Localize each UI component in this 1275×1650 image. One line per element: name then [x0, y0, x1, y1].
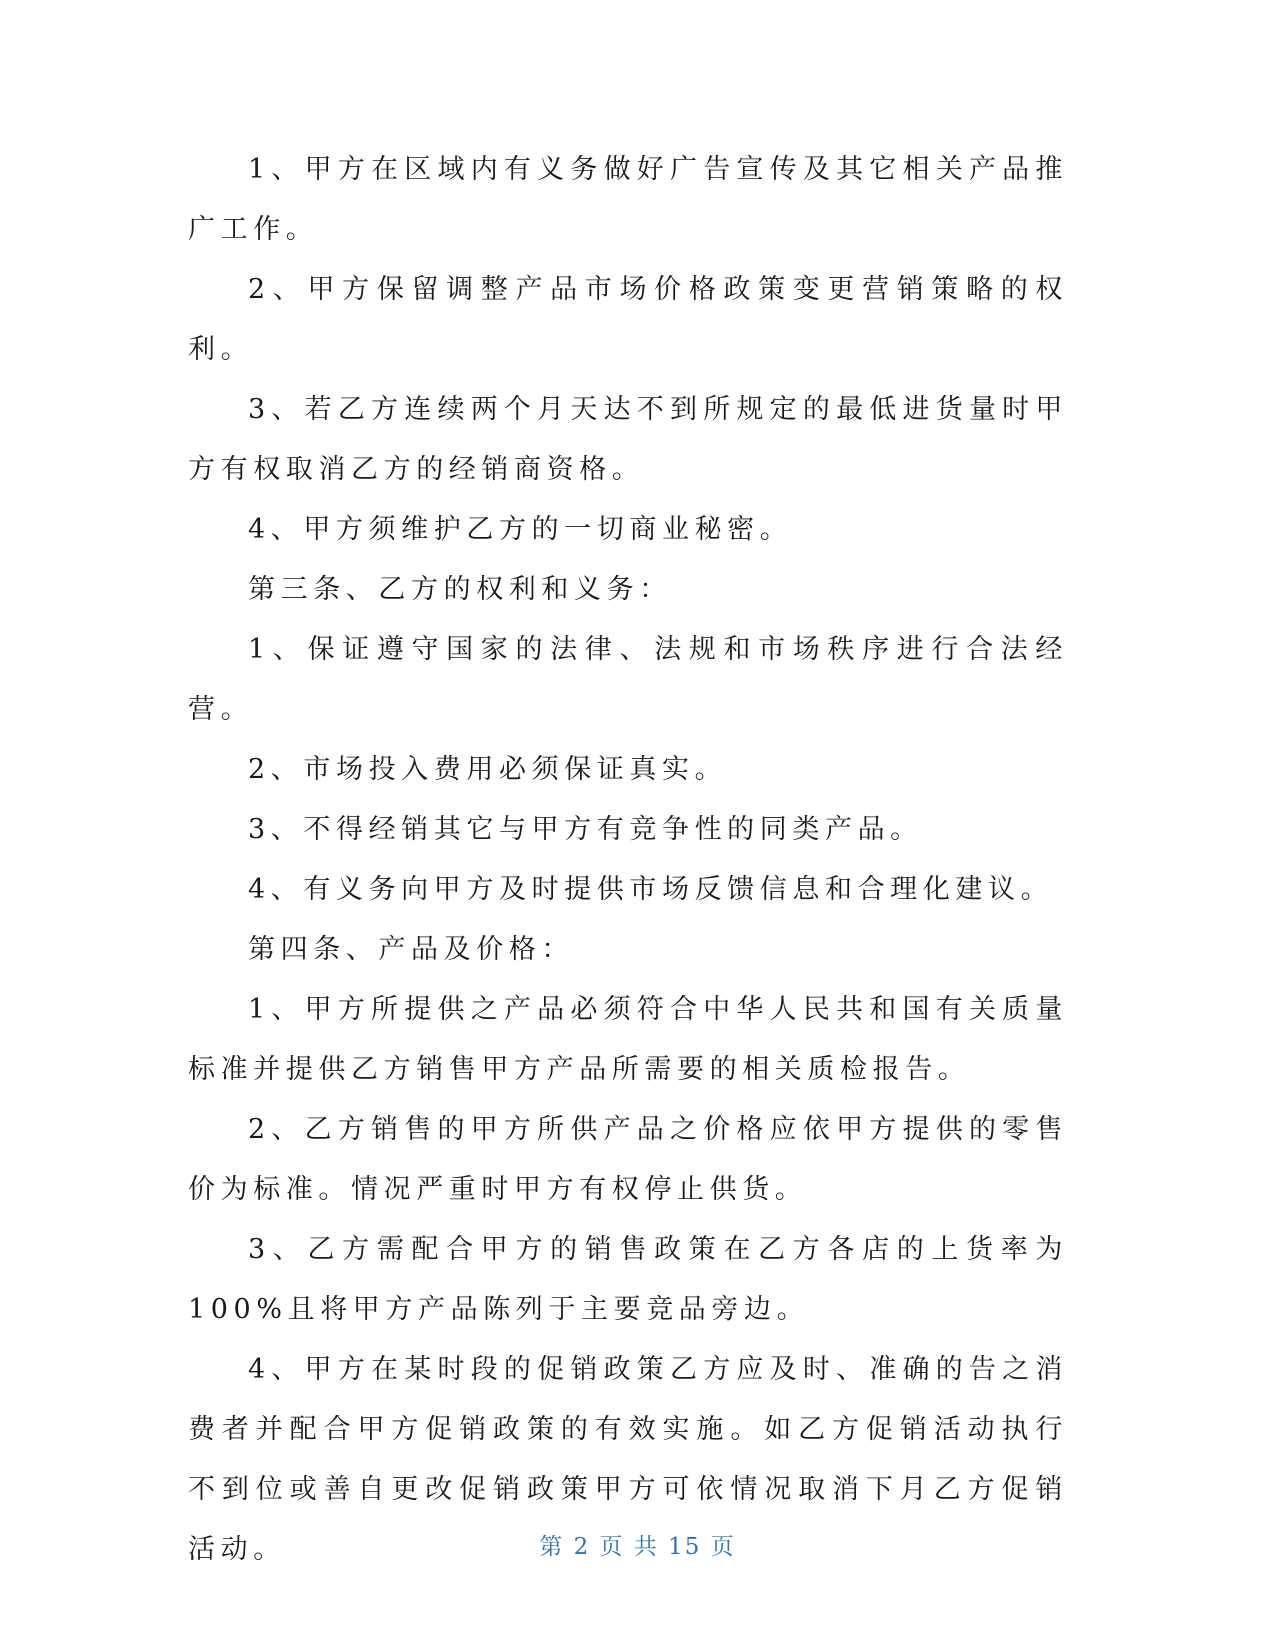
- clause-paragraph: 1、保证遵守国家的法律、法规和市场秩序进行合法经营。: [188, 634, 1068, 725]
- section-heading-article-3: 第三条、乙方的权利和义务：: [248, 574, 672, 605]
- clause-paragraph: 3、乙方需配合甲方的销售政策在乙方各店的上货率为100%且将甲方产品陈列于主要竞品旁边。: [188, 1234, 1068, 1325]
- page-number-footer: 第 2 页 共 15 页: [539, 1534, 736, 1560]
- clause-paragraph: 4、甲方在某时段的促销政策乙方应及时、准确的告之消费者并配合甲方促销政策的有效实施。如乙方促销活动执行不到位或善自更改促销政策甲方可依情况取消下月乙方促销活动。: [188, 1354, 1068, 1565]
- clause-paragraph: 4、有义务向甲方及时提供市场反馈信息和合理化建议。: [248, 874, 1054, 905]
- clause-paragraph: 2、市场投入费用必须保证真实。: [248, 754, 728, 785]
- clause-paragraph: 1、甲方在区域内有义务做好广告宣传及其它相关产品推广工作。: [188, 154, 1068, 245]
- clause-paragraph: 1、甲方所提供之产品必须符合中华人民共和国有关质量标准并提供乙方销售甲方产品所需要的相关质检报告。: [188, 994, 1068, 1085]
- clause-paragraph: 3、不得经销其它与甲方有竞争性的同类产品。: [248, 814, 923, 845]
- section-heading-article-4: 第四条、产品及价格：: [248, 934, 574, 965]
- clause-paragraph: 2、甲方保留调整产品市场价格政策变更营销策略的权利。: [188, 274, 1068, 365]
- document-body: [188, 140, 1068, 1580]
- clause-paragraph: 3、若乙方连续两个月天达不到所规定的最低进货量时甲方有权取消乙方的经销商资格。: [188, 394, 1068, 485]
- clause-paragraph: 2、乙方销售的甲方所供产品之价格应依甲方提供的零售价为标准。情况严重时甲方有权停止供货。: [188, 1114, 1068, 1205]
- clause-paragraph: 4、甲方须维护乙方的一切商业秘密。: [248, 514, 793, 545]
